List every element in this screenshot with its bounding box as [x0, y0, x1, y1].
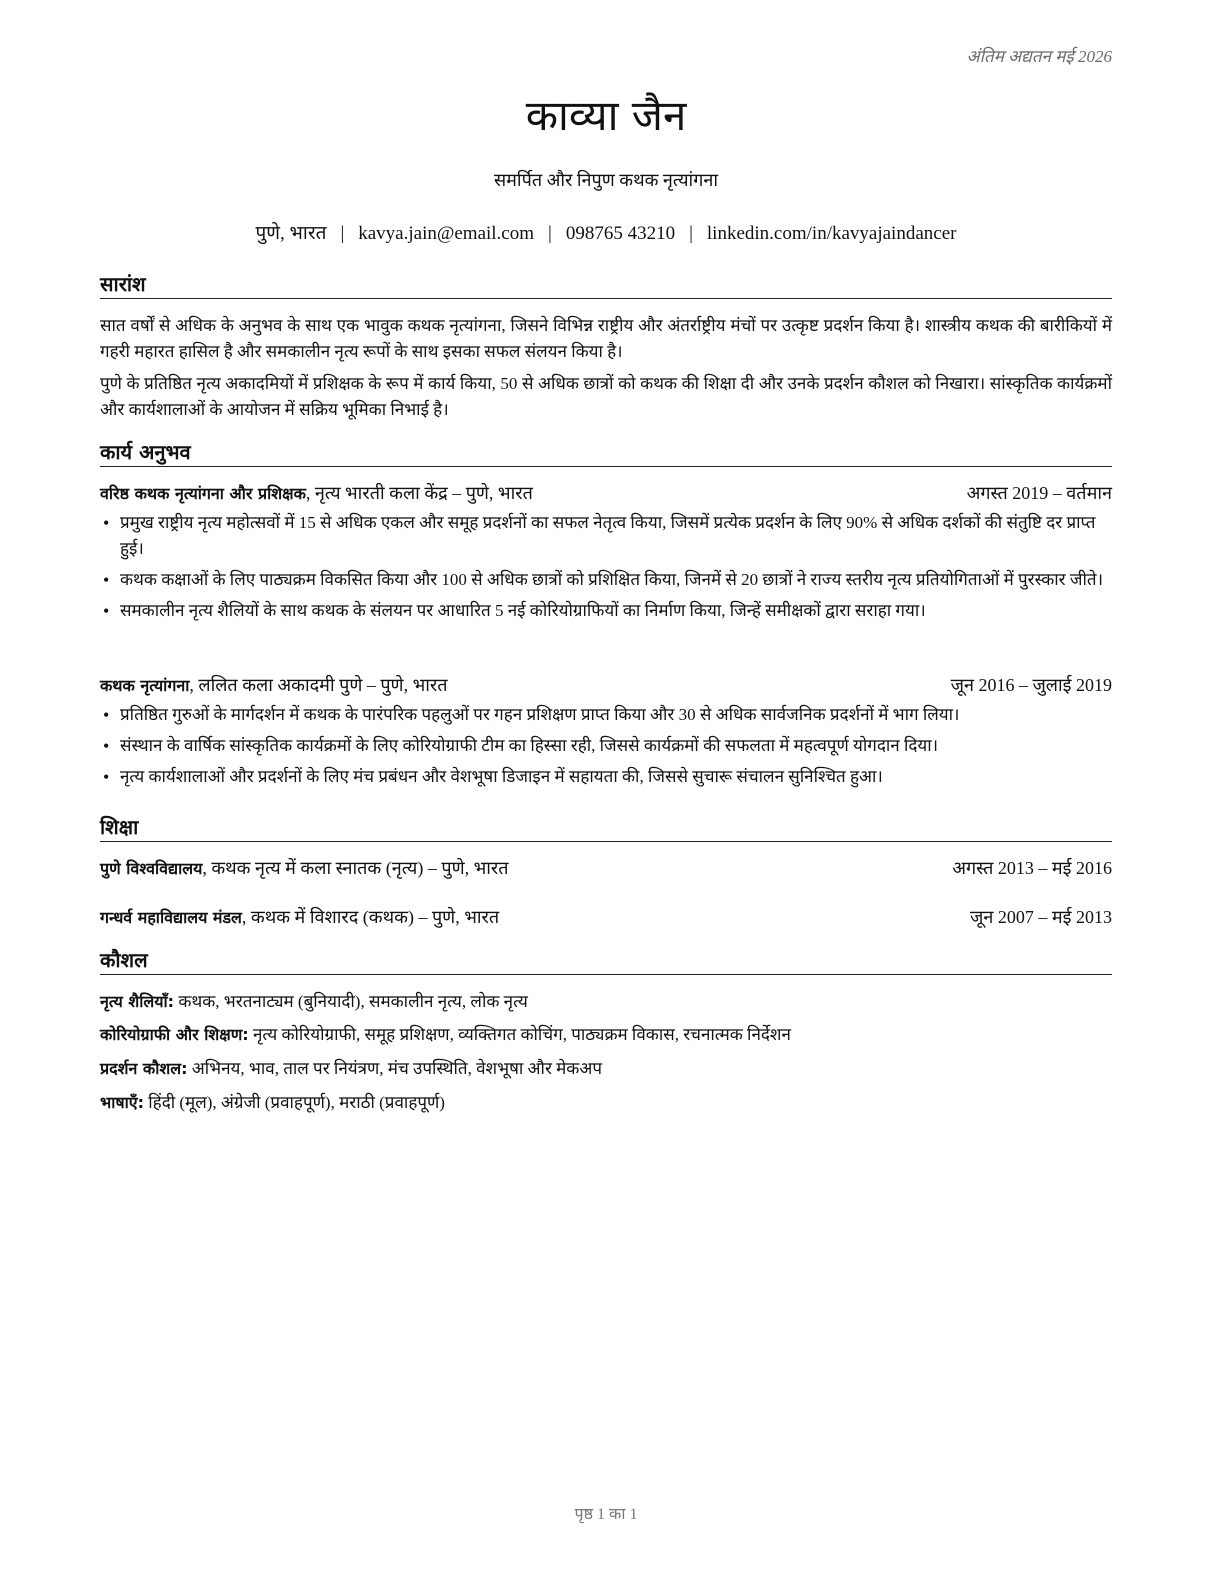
- job-bullets: [100, 702, 1112, 795]
- education-school: गन्धर्व महाविद्यालय मंडल: [100, 908, 242, 927]
- skill-value: नृत्य कोरियोग्राफी, समूह प्रशिक्षण, व्यक्तिगत कोचिंग, पाठ्यक्रम विकास, रचनात्मक निर्देशन: [248, 1025, 791, 1044]
- section-title-education: शिक्षा: [100, 813, 1112, 842]
- skill-value: कथक, भरतनाट्यम (बुनियादी), समकालीन नृत्य, लोक नृत्य: [174, 992, 528, 1011]
- education-entry: [100, 856, 1112, 882]
- section-title-skills: कौशल: [100, 946, 1112, 975]
- candidate-name: काव्या जैन: [525, 91, 687, 140]
- skill-value: हिंदी (मूल), अंग्रेजी (प्रवाहपूर्ण), मराठी (प्रवाहपूर्ण): [144, 1093, 445, 1112]
- list-item: • प्रमुख राष्ट्रीय नृत्य महोत्सवों में 15 से अधिक एकल और समूह प्रदर्शनों का सफल नेतृत्व किया, जिसमें प्रत्येक प्रदर्शन के लिए 90% से अधिक दर्शकों की संतुष्टि दर प्राप्त हुई।: [100, 510, 1112, 562]
- section-title-experience: कार्य अनुभव: [100, 438, 1112, 467]
- list-item: • नृत्य कार्यशालाओं और प्रदर्शनों के लिए मंच प्रबंधन और वेशभूषा डिजाइन में सहायता की, जिससे सुचारू संचालन सुनिश्चित हुआ।: [100, 764, 1112, 790]
- list-item: • प्रतिष्ठित गुरुओं के मार्गदर्शन में कथक के पारंपरिक पहलुओं पर गहन प्रशिक्षण प्राप्त किया और 30 से अधिक सार्वजनिक प्रदर्शनों में भाग लिया।: [100, 702, 1112, 728]
- tagline: समर्पित और निपुण कथक नृत्यांगना: [494, 170, 718, 190]
- skill-label: प्रदर्शन कौशल:: [100, 1059, 188, 1078]
- skill-row: [100, 1090, 1112, 1113]
- job-header: [100, 673, 1112, 699]
- resume-page: [100, 0, 1112, 1584]
- education-dates: अगस्त 2013 – मई 2016: [952, 858, 1112, 878]
- contact-separator: |: [689, 223, 693, 244]
- skill-row: [100, 1056, 1112, 1079]
- last-updated: अंतिम अद्यतन मई 2026: [966, 47, 1112, 66]
- skill-label: नृत्य शैलियाँ:: [100, 992, 175, 1011]
- job-header: [100, 481, 1112, 507]
- summary-paragraph: सात वर्षों से अधिक के अनुभव के साथ एक भावुक कथक नृत्यांगना, जिसने विभिन्न राष्ट्रीय और अंतर्राष्ट्रीय मंचों पर उत्कृष्ट प्रदर्शन किया है। शास्त्रीय कथक की बारीकियों में गहरी महारत हासिल है और समकालीन नृत्य रूपों के साथ इसका सफल संलयन किया है।: [100, 316, 1112, 361]
- job-org: , नृत्य भारती कला केंद्र – पुणे, भारत: [305, 483, 533, 503]
- education-school: पुणे विश्वविद्यालय: [100, 859, 203, 878]
- job-dates: अगस्त 2019 – वर्तमान: [966, 483, 1112, 503]
- section-title-summary: सारांश: [100, 270, 1112, 299]
- skill-row: [100, 1022, 1112, 1045]
- page-number: पृष्ठ 1 का 1: [574, 1506, 638, 1523]
- job-role: वरिष्ठ कथक नृत्यांगना और प्रशिक्षक: [100, 484, 306, 503]
- list-item: • कथक कक्षाओं के लिए पाठ्यक्रम विकसित किया और 100 से अधिक छात्रों को प्रशिक्षित किया, जिनमें से 20 छात्रों ने राज्य स्तरीय नृत्य प्रतियोगिताओं में पुरस्कार जीते।: [100, 567, 1112, 593]
- contact-location: पुणे, भारत: [255, 223, 327, 244]
- education-detail: , कथक में विशारद (कथक) – पुणे, भारत: [241, 907, 500, 927]
- contact-phone: 098765 43210: [565, 223, 676, 244]
- job-role: कथक नृत्यांगना: [100, 676, 190, 695]
- summary-paragraph: पुणे के प्रतिष्ठित नृत्य अकादमियों में प्रशिक्षक के रूप में कार्य किया, 50 से अधिक छात्रों को कथक की शिक्षा दी और उनके प्रदर्शन कौशल को निखारा। सांस्कृतिक कार्यक्रमों और कार्यशालाओं के आयोजन में सक्रिय भूमिका निभाई है।: [100, 374, 1112, 419]
- education-entry: [100, 905, 1112, 931]
- education-dates: जून 2007 – मई 2013: [970, 907, 1112, 927]
- job-bullets: [100, 510, 1112, 629]
- skill-row: [100, 989, 1112, 1012]
- contact-line: [100, 219, 1112, 245]
- list-item: • समकालीन नृत्य शैलियों के साथ कथक के संलयन पर आधारित 5 नई कोरियोग्राफियों का निर्माण किया, जिन्हें समीक्षकों द्वारा सराहा गया।: [100, 598, 1112, 624]
- job-dates: जून 2016 – जुलाई 2019: [950, 675, 1112, 695]
- education-detail: , कथक नृत्य में कला स्नातक (नृत्य) – पुणे, भारत: [202, 858, 509, 878]
- skill-label: कोरियोग्राफी और शिक्षण:: [100, 1025, 249, 1044]
- contact-linkedin[interactable]: linkedin.com/in/kavyajaindancer: [706, 223, 957, 244]
- contact-separator: |: [340, 223, 345, 244]
- contact-email[interactable]: kavya.jain@email.com: [358, 223, 535, 244]
- skill-label: भाषाएँ:: [100, 1093, 145, 1112]
- contact-separator: |: [548, 223, 552, 244]
- job-org: , ललित कला अकादमी पुणे – पुणे, भारत: [189, 675, 448, 695]
- skill-value: अभिनय, भाव, ताल पर नियंत्रण, मंच उपस्थिति, वेशभूषा और मेकअप: [187, 1059, 603, 1078]
- list-item: • संस्थान के वार्षिक सांस्कृतिक कार्यक्रमों के लिए कोरियोग्राफी टीम का हिस्सा रही, जिससे कार्यक्रमों की सफलता में महत्वपूर्ण योगदान दिया।: [100, 733, 1112, 759]
